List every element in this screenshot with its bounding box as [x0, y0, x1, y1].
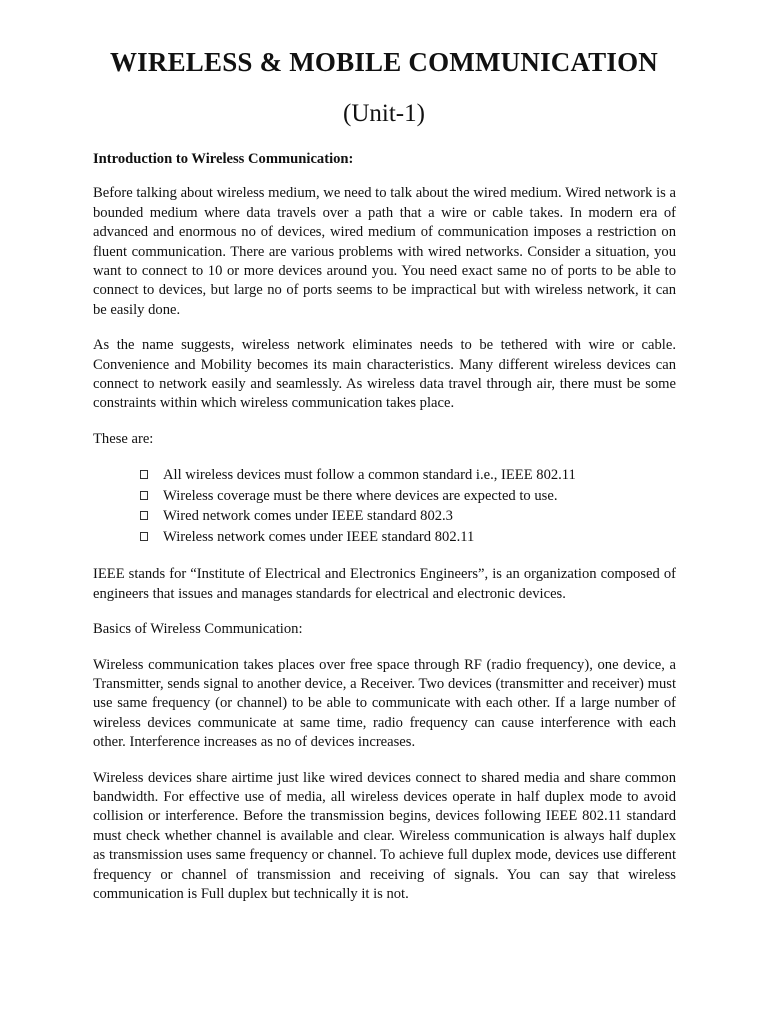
list-item: [138, 465, 676, 486]
these-are-label: These are:: [93, 430, 154, 447]
checkbox-bullet-icon: [140, 511, 148, 520]
ieee-paragraph: IEEE stands for “Institute of Electrical and Electronics Engineers”, is an organization composed of engineers that issues and manages standards for electrical and electronic devices.: [93, 566, 676, 602]
document-body: [93, 150, 676, 920]
basics-heading: Basics of Wireless Communication:: [93, 621, 303, 638]
list-item: [138, 506, 676, 527]
list-item-text: Wired network comes under IEEE standard 802.3: [163, 508, 453, 525]
intro-paragraph-1: Before talking about wireless medium, we need to talk about the wired medium. Wired network is a bounded medium where data travels over a path that a wire or cable takes. In modern era of advanced and enormous no of devices, wired medium of communication imposes a restriction on fluent communication. There are various problems with wired networks. Consider a situation, you want to connect to 10 or more devices around you. You need exact same no of ports to be able to connect to devices, but large no of ports seems to be impractical but with wireless network, it can be easily done.: [93, 185, 676, 318]
list-item: [138, 527, 676, 548]
checkbox-bullet-icon: [140, 491, 148, 500]
unit-subtitle: (Unit-1): [343, 100, 425, 127]
constraints-list: [93, 465, 676, 547]
intro-paragraph-2: As the name suggests, wireless network eliminates needs to be tethered with wire or cable. Convenience and Mobility becomes its main characteristics. Many different wireless devices can connect to network easily and seamlessly. As wireless data travel through air, there must be some constraints within which wireless communication takes place.: [93, 337, 676, 412]
checkbox-bullet-icon: [140, 470, 148, 479]
intro-heading: Introduction to Wireless Communication:: [93, 151, 354, 167]
basics-paragraph-1: Wireless communication takes places over free space through RF (radio frequency), one device, a Transmitter, sends signal to another device, a Receiver. Two devices (transmitter and receiver) must use same frequency (or channel) to be able to communicate with each other. If a large number of wireless devices communicate at same time, radio frequency can cause interference with each other. Interference increases as no of devices increases.: [93, 656, 676, 751]
list-item-text: Wireless coverage must be there where devices are expected to use.: [163, 487, 558, 504]
document-title: WIRELESS & MOBILE COMMUNICATION: [109, 47, 658, 77]
checkbox-bullet-icon: [140, 532, 148, 541]
basics-paragraph-2: Wireless devices share airtime just like wired devices connect to shared media and share common bandwidth. For effective use of media, all wireless devices operate in half duplex mode to avoid collision or interference. Before the transmission begins, devices following IEEE 802.11 standard must check whether channel is available and clear. Wireless communication is always half duplex as transmission uses same frequency or channel. To achieve full duplex mode, devices use different frequency or channel of transmission and receiving of signals. You can say that wireless communication is Full duplex but technically it is not.: [93, 769, 676, 902]
list-item-text: Wireless network comes under IEEE standard 802.11: [163, 528, 475, 545]
list-item-text: All wireless devices must follow a common standard i.e., IEEE 802.11: [163, 467, 576, 484]
list-item: [138, 486, 676, 507]
